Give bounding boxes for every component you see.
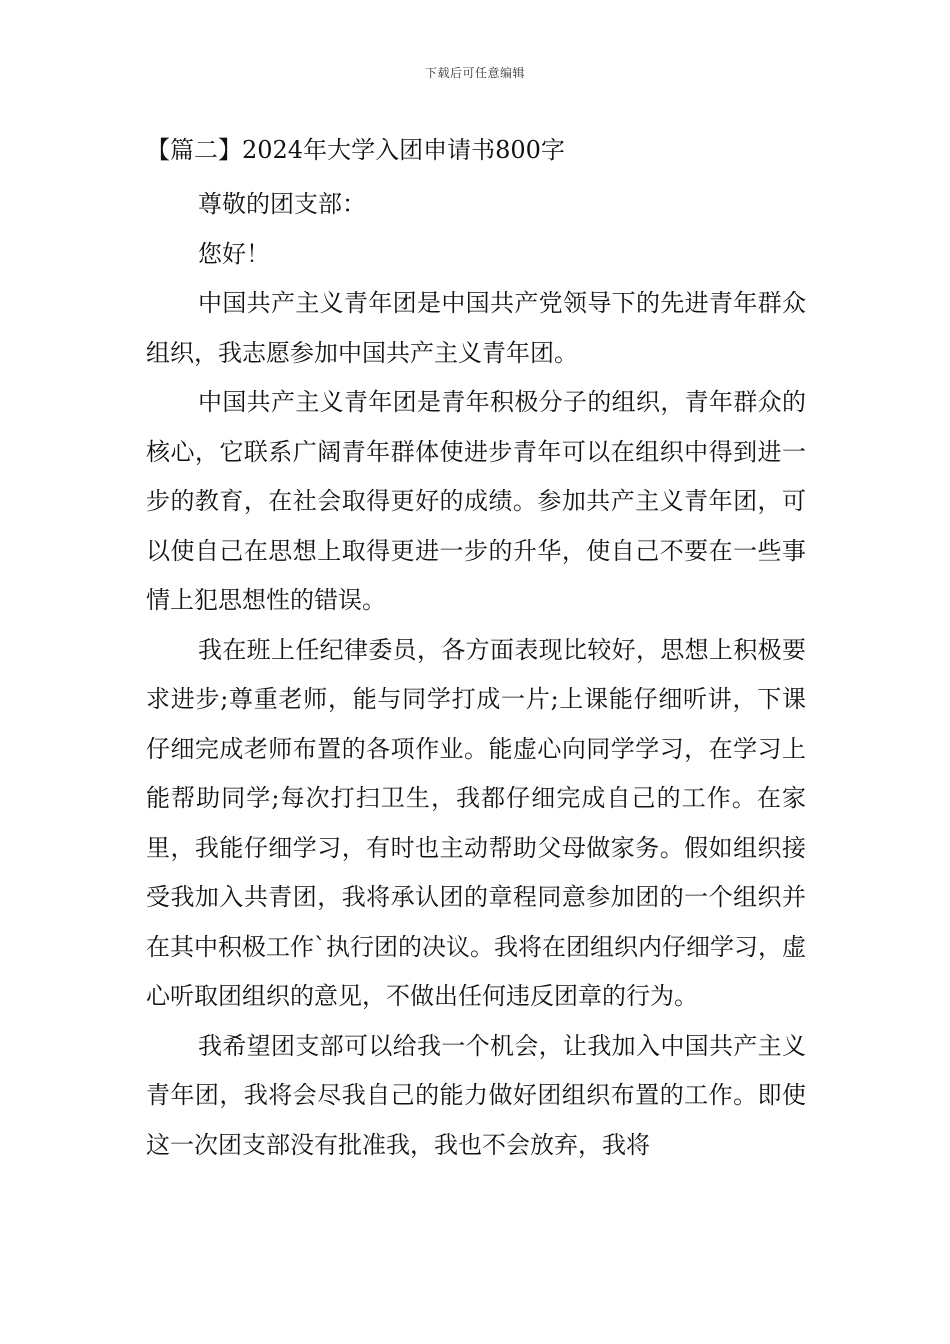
paragraph: 中国共产主义青年团是青年积极分子的组织，青年群众的核心，它联系广阔青年群体使进步青年可以在组织中得到进一步的教育，在社会取得更好的成绩。参加共产主义青年团，可以使自己在思想上取得更进一步的升华，使自己不要在一些事情上犯思想性的错误。	[146, 388, 806, 614]
page-header-note: 下载后可任意编辑	[424, 66, 525, 80]
document-body	[146, 180, 806, 1170]
greeting: 您好！	[198, 239, 270, 268]
document-title: 【篇二】2024年大学入团申请书800字	[146, 136, 565, 164]
salutation: 尊敬的团支部：	[198, 190, 366, 218]
paragraph: 我在班上任纪律委员，各方面表现比较好，思想上积极要求进步;尊重老师，能与同学打成一片;上课能仔细听讲，下课仔细完成老师布置的各项作业。能虚心向同学学习，在学习上能帮助同学;每次打扫卫生，我都仔细完成自己的工作。在家里，我能仔细学习，有时也主动帮助父母做家务。假如组织接受我加入共青团，我将承认团的章程同意参加团的一个组织并在其中积极工作`执行团的决议。我将在团组织内仔细学习，虚心听取团组织的意见，不做出任何违反团章的行为。	[146, 635, 806, 1010]
paragraph: 中国共产主义青年团是中国共产党领导下的先进青年群众组织，我志愿参加中国共产主义青年团。	[146, 289, 806, 367]
paragraph: 我希望团支部可以给我一个机会，让我加入中国共产主义青年团，我将会尽我自己的能力做好团组织布置的工作。即使这一次团支部没有批准我，我也不会放弃，我将	[146, 1031, 806, 1159]
